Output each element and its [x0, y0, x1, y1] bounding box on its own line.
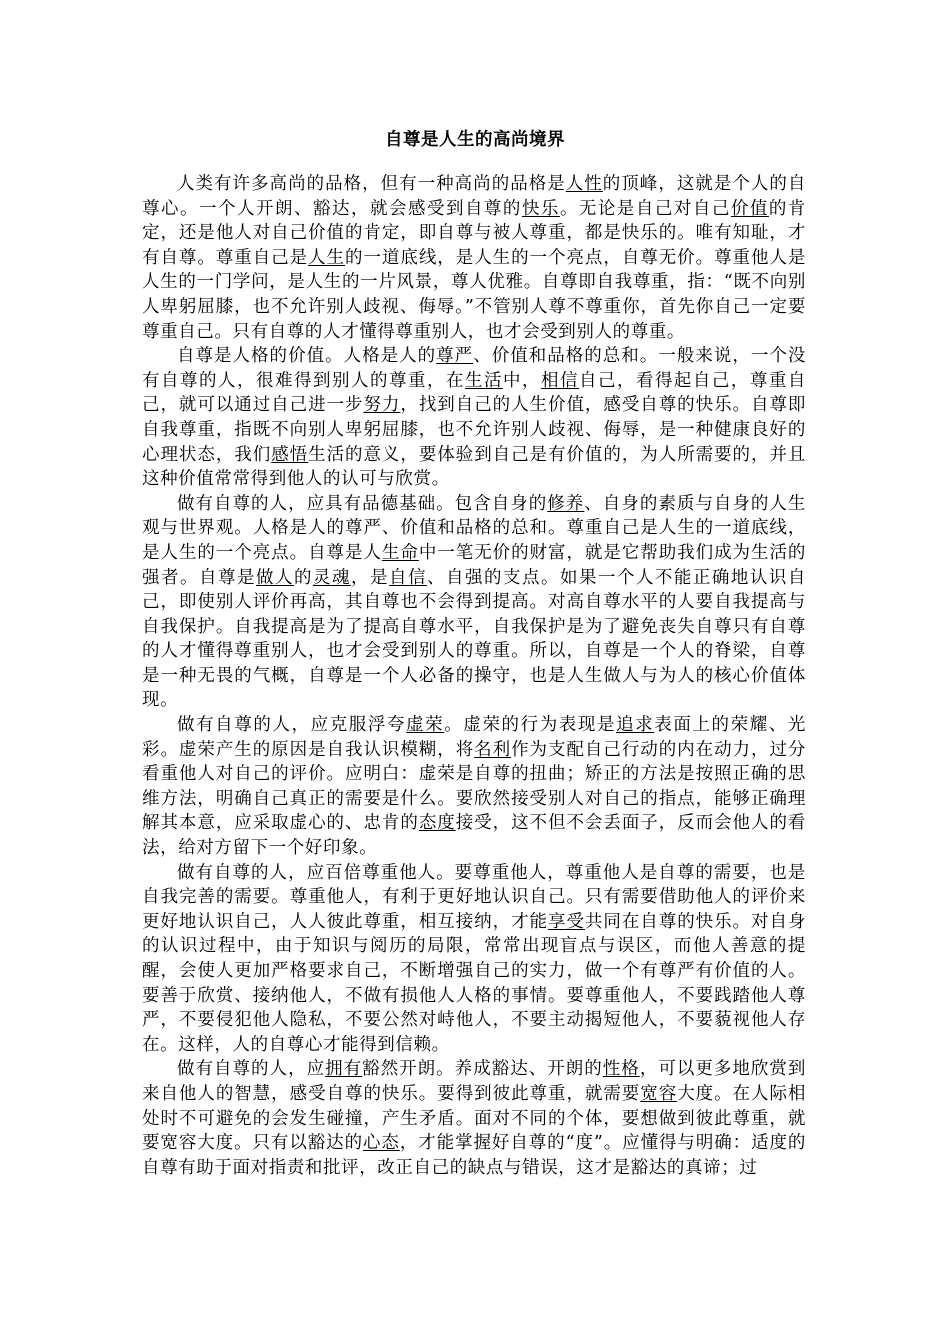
- inline-link[interactable]: 灵魂: [312, 567, 351, 588]
- paragraph-text: 中一笔无价的财富，就是它帮助我们成为生活的强者。自尊是: [142, 542, 806, 588]
- paragraph-text: 大度。在人际相处时不可避免的会发生碰撞，产生矛盾。面对不同的个体，要想做到彼此尊重，就要宽容大度。只有以豁达的: [142, 1083, 807, 1154]
- inline-link[interactable]: 感悟: [271, 444, 309, 465]
- inline-link[interactable]: 态度: [418, 813, 456, 834]
- paragraph-text: 的肯定，还是他人对自己价值的肯定，即自尊与被人尊重，都是快乐的。唯有知耻，才有自尊。尊重自己是: [142, 198, 807, 268]
- paragraph-text: ，找到自己的人生价值，感受自尊的快乐。自尊即自我尊重，指既不向别人卑躬屈膝，也不允许别人歧视、侮辱，是一种健康良好的心理状态，我们: [142, 395, 807, 465]
- inline-link[interactable]: 修养: [547, 493, 585, 514]
- paragraph-text: 做有自尊的人，应百倍尊重他人。要尊重他人，尊重他人是自尊的需要，也是自我完善的需要。尊重他人，有利于更好地认识自己。只有需要借助他人的评价来更好地认识自己，人人彼此尊重，相互接纳，才能: [142, 862, 806, 932]
- inline-link[interactable]: 人性: [565, 174, 603, 194]
- paragraph: [142, 713, 806, 861]
- inline-link[interactable]: 生命: [381, 542, 419, 563]
- inline-link[interactable]: 自信: [388, 567, 427, 588]
- paragraph-text: 共同在自尊的快乐。对自身的认识过程中，由于知识与阅历的局限，常常出现盲点与误区，而他人善意的提醒，会使人更加严格要求自己，不断增强自己的实力，做一个有尊严有价值的人。要善于欣赏、接纳他人，不做有损他人人格的事情。要尊重他人，不要践踏他人尊严，不要侵犯他人隐私，不要公然对峙他人，不要主动揭短他人，不要藐视他人存在。这样，人的自尊心才能得到信赖。: [142, 911, 807, 1055]
- inline-link[interactable]: 生活: [464, 370, 503, 391]
- inline-link[interactable]: 心态: [363, 1133, 400, 1154]
- paragraph-text: 、自身的素质与自身的人生观与世界观。人格是人的尊严、价值和品格的总和。尊重自己是人生的一道底线，是人生的一个亮点。自尊是人: [142, 493, 807, 563]
- paragraph: [142, 1057, 806, 1180]
- paragraph-text: 。虚荣的行为表现是: [444, 715, 617, 736]
- paragraph-text: 生活的意义，要体验到自己是有价值的，为人所需要的，并且这种价值常常得到他人的认可与欣赏。: [142, 444, 807, 490]
- paragraph-text: 人类有许多高尚的品格，但有一种高尚的品格是: [177, 174, 566, 194]
- paragraph-text: 豁然开朗。养成豁达、开朗的: [362, 1059, 603, 1080]
- paragraph-text: 接受，这不但不会丢面子，反而会他人的看法，给对方留下一个好印象。: [142, 813, 807, 859]
- paragraph-text: 。无论是自己对自己: [559, 198, 731, 219]
- paragraph: [142, 861, 806, 1058]
- paragraph-text: 作为支配自己行动的内在动力，过分看重他人对自己的评价。应明白：虚荣是自尊的扭曲；矫正的方法是按照正确的思维方法，明确自己真正的需要是什么。要欣然接受别人对自己的指点，能够正确理解其本意，应采取虚心的、忠肯的: [142, 739, 806, 834]
- inline-link[interactable]: 快乐: [521, 198, 560, 219]
- paragraph-text: 、价值和品格的总和。一般来说，一个没有自尊的人，很难得到别人的尊重，在: [142, 346, 806, 391]
- inline-link[interactable]: 做人: [255, 567, 294, 588]
- inline-link[interactable]: 价值: [730, 198, 769, 219]
- inline-link[interactable]: 人生: [308, 247, 346, 268]
- paragraph: [142, 172, 806, 344]
- paragraph-text: 自尊是人格的价值。人格是人的: [177, 346, 437, 367]
- paragraph-text: 中，: [502, 370, 541, 391]
- paragraph-text: 的: [293, 567, 313, 588]
- inline-link[interactable]: 努力: [363, 395, 401, 416]
- paragraph-text: 自己，看得起自己，尊重自己，就可以通过自己进一步: [142, 370, 807, 416]
- paragraph: [142, 492, 806, 713]
- inline-link[interactable]: 相信: [540, 370, 579, 391]
- inline-link[interactable]: 宽容: [640, 1083, 678, 1104]
- paragraph-text: ，可以更多地欣赏到来自他人的智慧，感受自尊的快乐。要得到彼此尊重，就需要: [142, 1059, 806, 1104]
- inline-link[interactable]: 尊严: [436, 346, 474, 367]
- inline-link[interactable]: 名利: [474, 739, 512, 760]
- paragraph-text: 、自强的支点。如果一个人不能正确地认识自己，即使别人评价再高，其自尊也不会得到提高。对高自尊水平的人要自我提高与自我保护。自我提高是为了提高自尊水平，自我保护是为了避免丧失自尊只有自尊的人才懂得尊重别人，也才会受到别人的尊重。所以，自尊是一个人的脊梁，自尊是一种无畏的气概，自尊是一个人必备的操守，也是人生做人与为人的核心价值体现。: [142, 567, 807, 711]
- paragraph-text: 的顶峰，这就是个人的自尊心。一个人开朗、豁达，就会感受到自尊的: [142, 174, 806, 219]
- paragraph: [142, 344, 806, 492]
- inline-link[interactable]: 拥有: [325, 1059, 363, 1080]
- paragraph-text: 做有自尊的人，应: [177, 1059, 326, 1080]
- paragraph-text: ，才能掌握好自尊的“度”。应懂得与明确：适度的自尊有助于面对指责和批评，改正自己的缺点与错误，这才是豁达的真谛；过: [142, 1133, 806, 1178]
- paragraph-text: 做有自尊的人，应克服浮夸: [177, 715, 407, 736]
- document-title: 自尊是人生的高尚境界: [385, 130, 565, 150]
- inline-link[interactable]: 享受: [548, 911, 585, 932]
- inline-link[interactable]: 虚荣: [406, 715, 445, 736]
- paragraph-text: 的一道底线，是人生的一个亮点，自尊无价。尊重他人是人生的一门学问，是人生的一片风景，尊人优雅。自尊即自我尊重，指：“既不向别人卑躬屈膝，也不允许别人歧视、侮辱。”不管别人尊不尊重你，首先你自己一定要尊重自己。只有自尊的人才懂得尊重别人，也才会受到别人的尊重。: [142, 247, 807, 342]
- paragraph-text: 表面上的荣耀、光彩。虚荣产生的原因是自我认识模糊，将: [142, 715, 806, 760]
- inline-link[interactable]: 性格: [602, 1059, 640, 1080]
- inline-link[interactable]: 追求: [616, 715, 655, 736]
- paragraph-text: 做有自尊的人，应具有品德基础。包含自身的: [177, 493, 548, 514]
- paragraph-text: ，是: [350, 567, 389, 588]
- document-body: [142, 172, 806, 1180]
